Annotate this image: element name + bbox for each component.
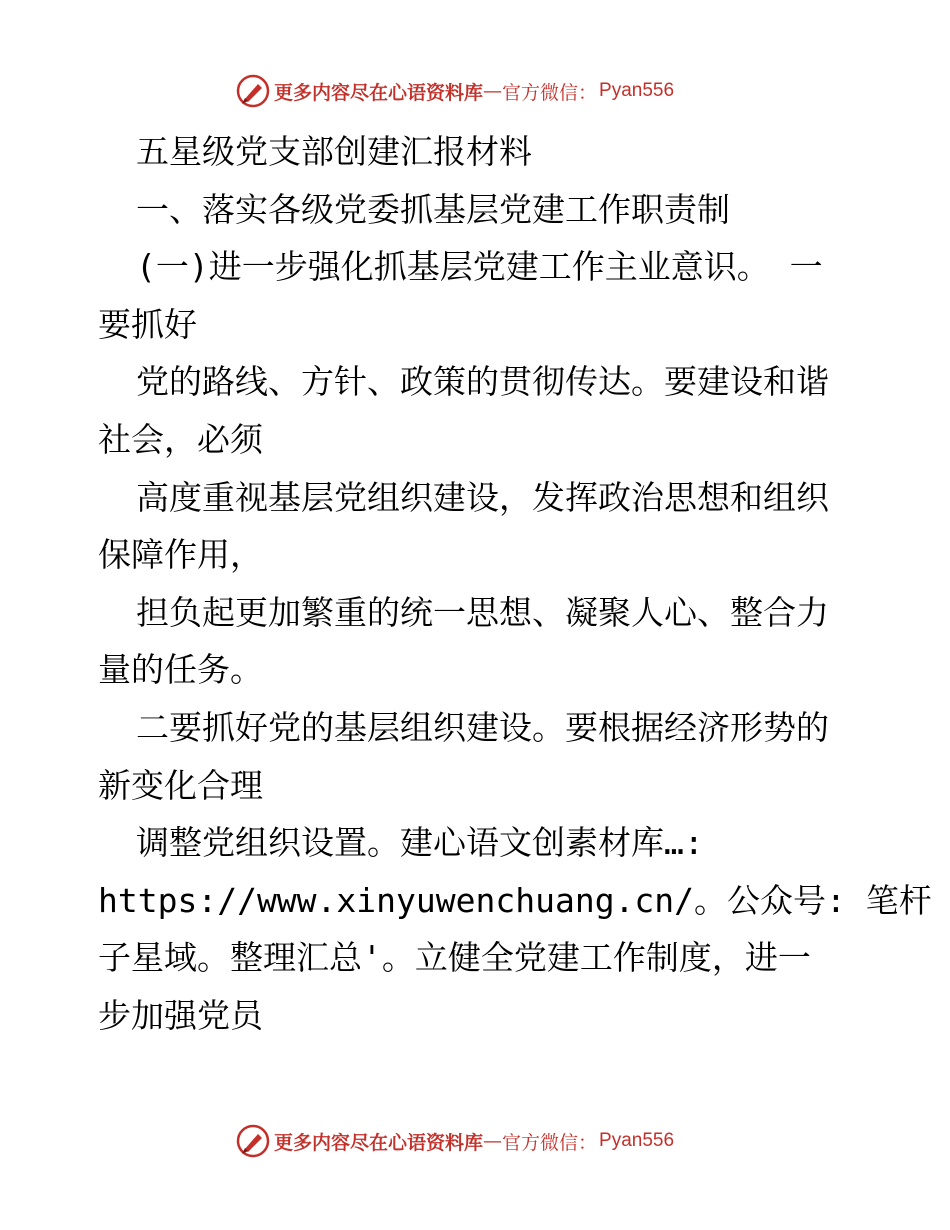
watermark-wechat-id: Pyan556 xyxy=(599,1130,675,1151)
watermark-footer xyxy=(236,1124,674,1158)
document-body xyxy=(98,123,932,1045)
text-line: 保障作用， xyxy=(98,535,263,575)
pen-logo-icon xyxy=(236,1124,270,1158)
text-line: 量的任务。 xyxy=(98,650,263,690)
section-heading: 一、落实各级党委抓基层党建工作职责制 xyxy=(136,189,730,229)
text-line: 要抓好 xyxy=(98,304,197,344)
text-line: 担负起更加繁重的统一思想、凝聚人心、整合力 xyxy=(136,592,829,632)
text-line-url: https://www.xinyuwenchuang.cn/。公众号: 笔杆 xyxy=(98,880,932,920)
watermark-header xyxy=(236,74,674,108)
watermark-main-text: 更多内容尽在心语资料库 xyxy=(274,1131,484,1154)
text-line: 子星域。整理汇总'。立健全党建工作制度，进一 xyxy=(98,938,811,978)
watermark-dash: — xyxy=(483,80,503,102)
text-line: 新变化合理 xyxy=(98,765,263,805)
watermark-official-label: 官方微信： xyxy=(502,1131,598,1154)
document-title: 五星级党支部创建汇报材料 xyxy=(136,132,532,171)
watermark-dash: — xyxy=(483,1130,503,1152)
pen-logo-icon xyxy=(236,74,270,108)
text-line: 步加强党员 xyxy=(98,995,263,1035)
text-line: 高度重视基层党组织建设，发挥政治思想和组织 xyxy=(136,477,829,517)
text-line: 社会，必须 xyxy=(98,419,263,459)
watermark-main-text: 更多内容尽在心语资料库 xyxy=(274,81,484,104)
subsection-heading: (一)进一步强化抓基层党建工作主业意识。 一 xyxy=(136,247,823,287)
text-line: 党的路线、方针、政策的贯彻传达。要建设和谐 xyxy=(136,362,829,402)
watermark-official-label: 官方微信： xyxy=(502,81,598,104)
text-line: 二要抓好党的基层组织建设。要根据经济形势的 xyxy=(136,707,829,747)
text-line: 调整党组织设置。建心语文创素材库…: xyxy=(136,823,704,863)
watermark-wechat-id: Pyan556 xyxy=(599,80,675,101)
